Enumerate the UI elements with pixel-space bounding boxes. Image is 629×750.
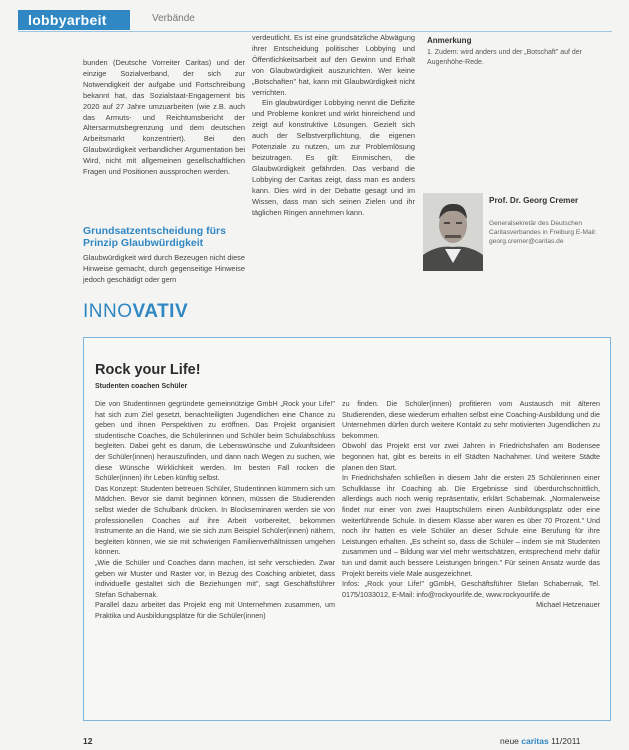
section-heading: Grundsatzentscheidung fürs Prinzip Glaubwürdigkeit	[83, 225, 226, 249]
box-column-1	[95, 399, 335, 621]
paragraph: Das Konzept: Studenten betreuen Schüler, Studentinnen kümmern sich um Mädchen. Bevor sie damit beginnen können, müssen die Studierenden selbst wieder die Schulbank drücken. In Blockseminaren werden sie von professionellen Coaches auf ihre Arbeit vorbereitet, bekommen Instrumente an die Hand, wie sie sich zum Beispiel Schüler(innen) nähern, begleiten können, wie sie mit schwierigen Familienverhältnissen umgehen können.	[95, 483, 335, 557]
box-column-2	[342, 399, 600, 611]
author-name: Prof. Dr. Georg Cremer	[489, 196, 579, 205]
paragraph: Obwohl das Projekt erst vor zwei Jahren in Friedrichshafen am Bodensee begonnen hat, gibt es bereits in elf Städten Nachahmer. Und weitere Städte planen den Start.	[342, 441, 600, 472]
annotation-text: 1. Zudem: wird anders und der „Botschaft" auf der Augenhöhe-Rede.	[427, 49, 583, 66]
innovativ-heading	[83, 301, 188, 323]
box-subtitle: Studenten coachen Schüler	[95, 383, 188, 390]
portrait-image	[423, 193, 483, 271]
paragraph: Ein glaubwürdiger Lobbying nennt die Defizite und Probleme konkret und wirkt hinreichend und zeigt auf konstruktive Lösungen. Gezielt sich auch der Selbstverpflichtung, die eigenen Potenziale zu nutzen, um zur Problemlösung beizutragen. Es gilt: Einmischen, die Glaubwürdigkeit gefährden. Das verband die Lobbying der Caritas zeigt, dass man es anders kann. Dies wird in der Debatte gesagt und im Wissen, dass man sich seinen Zielen und ihr täglichen Ringen annehmen kann.	[252, 98, 415, 217]
paragraph: verdeutlicht. Es ist eine grundsätzliche Abwägung ihrer Entscheidung politischer Lobbying und Öffentlichkeitsarbeit auf den Gewinn und Erhalt von Glaubwürdigkeit auszurichten. Wer keine „Botschaften" hat, kann mit Glaubwürdigkeit nicht verrichten.	[252, 33, 415, 97]
column-2	[252, 33, 415, 218]
innovativ-bold: VATIV	[132, 301, 189, 322]
column-1-top	[83, 58, 245, 178]
paragraph: bunden (Deutsche Vorreiter Caritas) und der einzige Sozialverband, der sich zur Notwendigkeit der aufgabe und Fortschreibung bekannt hat, das Sozialstaat-Engagement bis 2020 auf 27 Jahre umzuarbeiten (wie z.B. auch das Armuts- und Reichtumsbericht der Altersarmutsbegrenzung und dem deutschen Arbeitsmarkt konzentriert). Bei den Glaubwürdigkeit verbandlicher Argumentation bei Wird, nicht mit allgemeinen gesellschaftlichen Fragen und Positionen aussprochen werden.	[83, 58, 245, 177]
paragraph: Die von Studentinnen gegründete gemeinnützige GmbH „Rock your Life!" hat sich zum Ziel gesetzt, benachteiligten Jugendlichen eine Chance zu geben und ihnen Perspektiven zu eröffnen. Das Projekt organisiert studentische Coaches, die Schülerinnen und Schüler beim Schulabschluss begleiten. Dabei geht es darum, die Lebenswünsche und Zukunftsideen der Schüler(innen) herauszufinden, und dann nach Wegen zu suchen, wie diese Wünsche Wirklichkeit werden. Im besten Fall rocken die Schüler(innen) ihr Leben künftig selbst.	[95, 399, 335, 483]
author-photo	[423, 193, 483, 271]
magazine-name: neue caritas 11/2011	[500, 736, 581, 746]
column-1-bottom	[83, 253, 245, 286]
paragraph: Parallel dazu arbeitet das Projekt eng mit Unternehmen zusammen, um Praktika und Ausbildungsplätze für die Schüler(innen)	[95, 600, 335, 620]
page-number: 12	[83, 736, 93, 746]
annotation-title: Anmerkung	[427, 36, 472, 45]
innovativ-light: INNO	[83, 301, 133, 322]
header-divider	[18, 31, 612, 32]
box-title: Rock your Life!	[95, 362, 201, 378]
signature: Michael Hetzenauer	[536, 600, 600, 610]
paragraph: „Wie die Schüler und Coaches dann machen, ist sehr verschieden. Zwar geben wir Muster und Raster vor, in Bezug des Coaching anbietet, dass individuelle gestaltet sich die Beziehungen mit", sagt Geschäftsführer Stefan Schabernak.	[95, 557, 335, 599]
paragraph: zu finden. Die Schüler(innen) profitieren vom Austausch mit älteren Studierenden, diese wiederum erhalten selbst eine Coaching-Ausbildung und die Unternehmen dürfen durch weitere Kontakt zu sehr motivierten Jugendlichen zu bekommen.	[342, 399, 600, 440]
section-tab	[18, 10, 130, 30]
section-label: lobbyarbeit	[28, 12, 107, 28]
paragraph: Infos: „Rock your Life!" gGmbH, Geschäftsführer Stefan Schabernak, Tel. 0175/1033012, E-Mail: info@rockyourlife.de, www.rockyourlife.de	[342, 579, 600, 599]
subsection-label: Verbände	[152, 13, 195, 24]
paragraph: Glaubwürdigkeit wird durch Bezeugen nicht diese Hinweise gemacht, durch gegenseitige Hinweise jedoch geschädigt oder gern	[83, 253, 245, 284]
paragraph: In Friedrichshafen schließen in diesem Jahr die ersten 25 Schülerinnen einer Schulklasse ihr Coaching ab. Die Ergebnisse sind überdurchschnittlich, allerdings auch noch wenig repräsentativ, erklärt Schabernak. „Normalerweise findet nur einer von zwei Hauptschülern einen Ausbildungsplatz oder eine weiterführende Schule. In diesem Klasse aber waren es über 70 Prozent." Und noch ihr hatten es viele Schüler an dieser Schule eine Berufung für ihre Leistungen erhalten. „Es scheint so, dass die Schüler – indem sie mit Studenten zusammen und – Bildung war viel mehr wertschätzen, entsprechend mehr dafür tun und damit auch bessere Leistungen bringen." Für seinen Ansatz wurde das Projekt bereits viele Male ausgezeichnet.	[342, 473, 600, 578]
author-description: Generalsekretär des Deutschen Caritasverbandes in Freiburg E-Mail: georg.cremer@caritas.de	[489, 220, 597, 245]
